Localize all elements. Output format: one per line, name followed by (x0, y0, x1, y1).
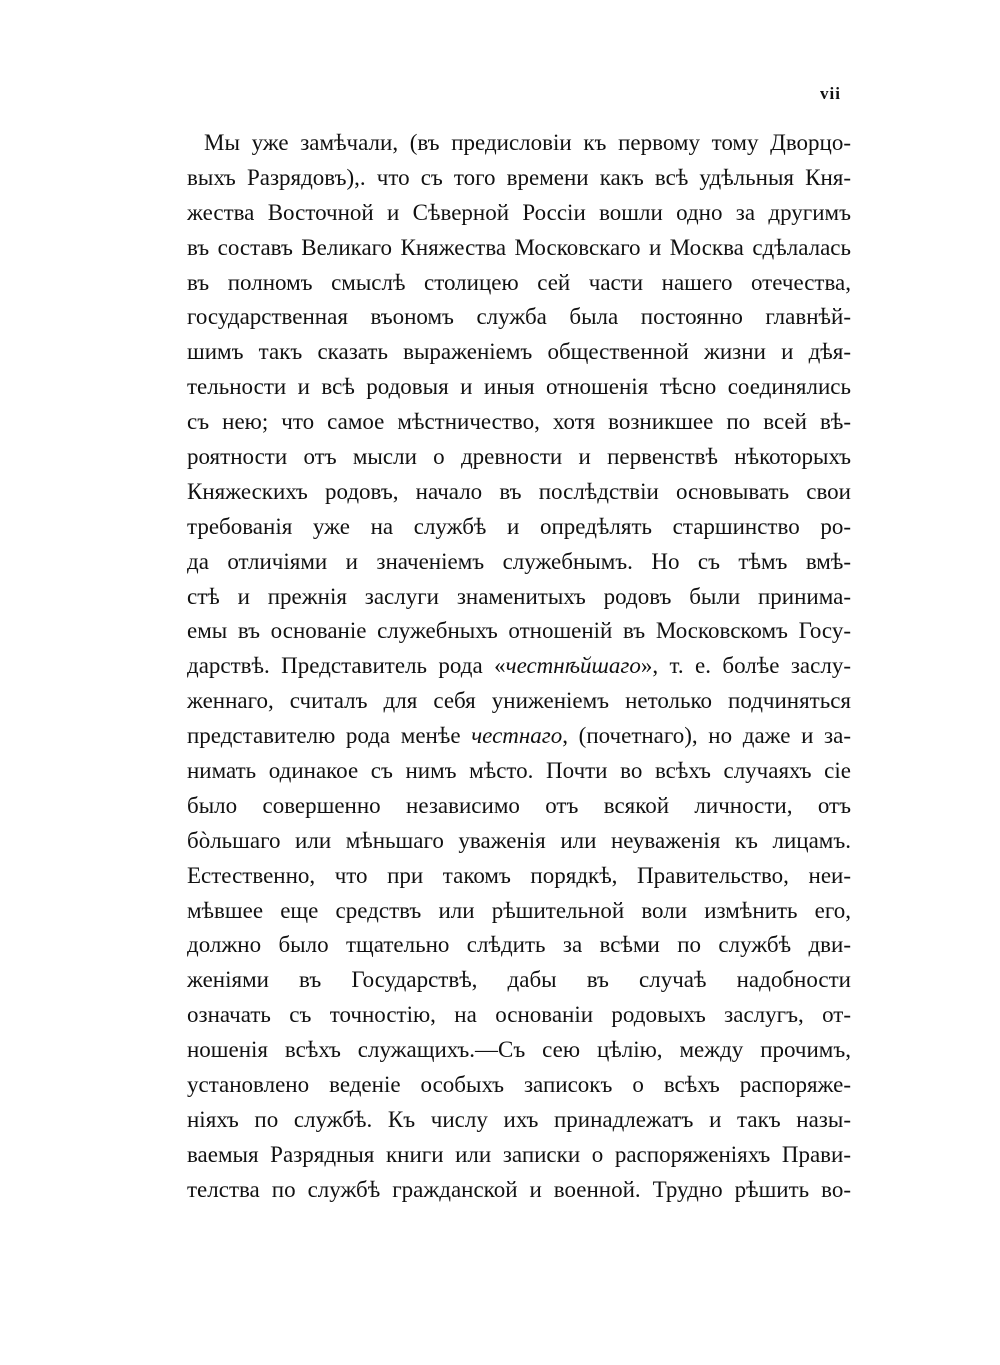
text-line (187, 231, 851, 266)
text-line (187, 928, 851, 963)
text-segment: бòльшаго или мѣньшаго уваженія или неуваженія къ лицамъ. (187, 827, 851, 853)
text-segment: государственная въономъ служба была постоянно главнѣй- (187, 304, 851, 330)
text-segment: Княжескихъ родовъ, начало въ послѣдствіи основывать свои (187, 478, 851, 504)
text-segment: представителю рода менѣе (187, 723, 472, 749)
text-segment: честнѣйшаго (505, 653, 641, 679)
text-line (187, 1068, 851, 1103)
text-segment: честнаго (471, 723, 563, 749)
text-segment: Естественно, что при такомъ порядкѣ, Правительство, неи- (187, 862, 851, 888)
text-segment: въ полномъ смыслѣ столицею сей части нашего отечества, (187, 269, 851, 295)
text-line (187, 545, 851, 580)
text-segment: ваемыя Разрядныя книги или записки о распоряженіяхъ Прави- (187, 1141, 851, 1167)
text-segment: женнаго, считалъ для себя униженіемъ нетолько подчиняться (187, 688, 851, 714)
text-segment: да отличіями и значеніемъ служебнымъ. Но съ тѣмъ вмѣ- (187, 548, 851, 574)
text-line (187, 405, 851, 440)
text-segment: Мы уже замѣчали, (въ предисловіи къ первому тому Дворцо- (204, 130, 851, 155)
text-segment: шимъ такъ сказать выраженіемъ общественной жизни и дѣя- (187, 339, 851, 365)
text-segment: было совершенно независимо отъ всякой личности, отъ (187, 792, 851, 818)
text-line (187, 335, 851, 370)
body-text (187, 126, 851, 1208)
text-segment: требованія уже на службѣ и опредѣлять старшинство ро- (187, 513, 851, 539)
text-line (187, 1033, 851, 1068)
text-line (187, 963, 851, 998)
text-line (187, 161, 851, 196)
text-segment: женіями въ Государствѣ, дабы въ случаѣ надобности (187, 967, 851, 993)
text-line (187, 440, 851, 475)
text-segment: емы въ основаніе служебныхъ отношеній въ Московскомъ Госу- (187, 618, 851, 644)
text-line (187, 719, 851, 754)
text-segment: установлено веденіе особыхъ записокъ о всѣхъ распоряже- (187, 1072, 851, 1098)
text-line (187, 475, 851, 510)
text-line (187, 614, 851, 649)
text-segment: », т. е. болѣе заслу- (640, 653, 851, 679)
text-line (187, 266, 851, 301)
text-segment: должно было тщательно слѣдить за всѣми по службѣ дви- (187, 932, 851, 958)
text-line (187, 998, 851, 1033)
text-line (187, 684, 851, 719)
text-line (187, 126, 851, 161)
text-line (187, 824, 851, 859)
text-line (187, 754, 851, 789)
text-segment: ношенія всѣхъ служащихъ.—Съ сею цѣлію, между прочимъ, (187, 1037, 851, 1063)
text-segment: въ составъ Великаго Княжества Московскаго и Москва сдѣлалась (187, 234, 851, 260)
text-line (187, 580, 851, 615)
text-segment: , (почетнаго), но даже и за- (562, 723, 851, 749)
text-segment: роятности отъ мысли о древности и первенствѣ нѣкоторыхъ (187, 444, 851, 470)
text-segment: съ нею; что самое мѣстничество, хотя возникшее по всей вѣ- (187, 409, 851, 435)
text-line (187, 789, 851, 824)
text-segment: ніяхъ по службѣ. Къ числу ихъ принадлежатъ и такъ назы- (187, 1106, 851, 1132)
text-segment: нимать одинакое съ нимъ мѣсто. Почти во всѣхъ случаяхъ сіе (187, 758, 851, 784)
text-segment: выхъ Разрядовъ),. что съ того времени какъ всѣ удѣльныя Кня- (187, 164, 851, 190)
text-line (187, 649, 851, 684)
text-line (187, 510, 851, 545)
text-segment: тельности и всѣ родовыя и иныя отношенія тѣсно соединялись (187, 374, 851, 400)
text-segment: означать съ точностію, на основаніи родовыхъ заслугъ, от- (187, 1002, 851, 1028)
text-segment: дарствѣ. Представитель рода « (187, 653, 506, 679)
text-segment: телства по службѣ гражданской и военной. Трудно рѣшить во- (187, 1176, 851, 1202)
text-line (187, 894, 851, 929)
page-number: vii (820, 84, 841, 103)
text-line (187, 196, 851, 231)
text-segment: жества Восточной и Сѣверной Россіи вошли одно за другимъ (187, 199, 851, 225)
text-line (187, 1173, 851, 1208)
text-line (187, 859, 851, 894)
text-line (187, 1138, 851, 1173)
text-segment: мѣвшее еще средствъ или рѣшительной воли измѣнить его, (187, 897, 851, 923)
text-line (187, 370, 851, 405)
text-segment: стѣ и прежнія заслуги знаменитыхъ родовъ были принима- (187, 583, 851, 609)
text-line (187, 1103, 851, 1138)
text-line (187, 300, 851, 335)
